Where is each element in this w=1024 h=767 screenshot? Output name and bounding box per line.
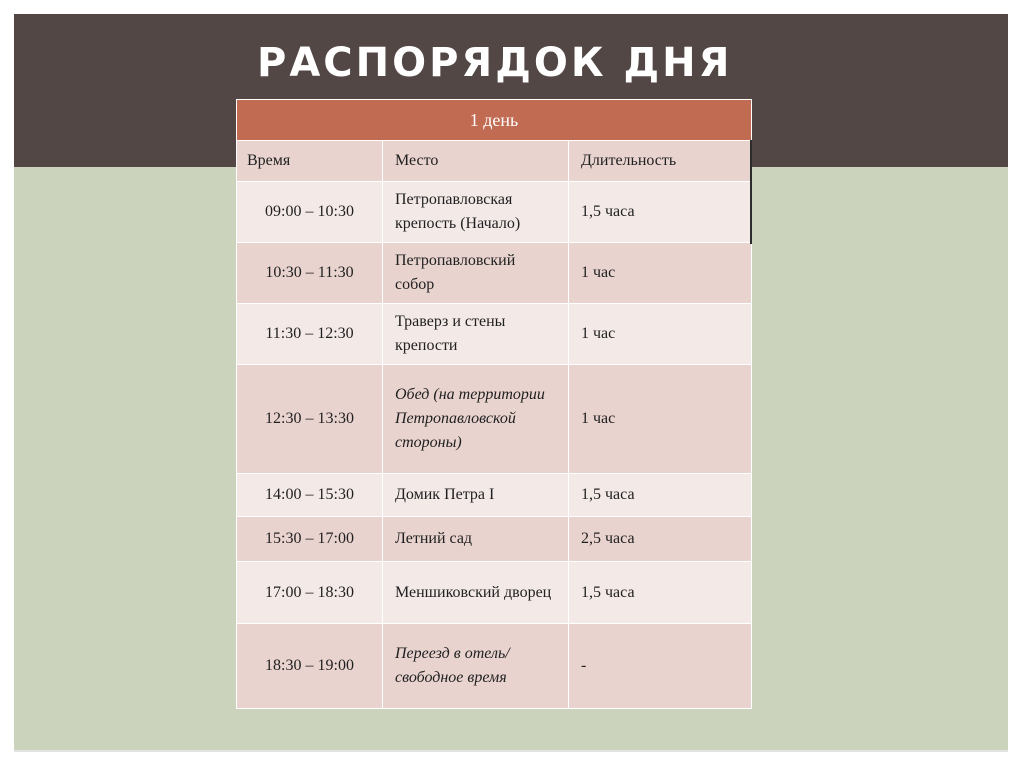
time-cell: 15:30 – 17:00: [237, 517, 383, 562]
duration-cell: 1 час: [569, 304, 752, 365]
duration-cell: 1,5 часа: [569, 182, 752, 243]
table-row: [237, 365, 752, 474]
bottom-divider: [14, 750, 1008, 752]
place-cell: Переезд в отель/свободное время: [383, 624, 569, 709]
place-cell: Обед (на территории Петропавловской стороны): [383, 365, 569, 474]
time-cell: 12:30 – 13:30: [237, 365, 383, 474]
table-row: [237, 624, 752, 709]
time-cell: 09:00 – 10:30: [237, 182, 383, 243]
place-cell: Домик Петра I: [383, 474, 569, 517]
place-cell: Летний сад: [383, 517, 569, 562]
time-cell: 10:30 – 11:30: [237, 243, 383, 304]
place-cell: Меншиковский дворец: [383, 562, 569, 624]
duration-cell: 2,5 часа: [569, 517, 752, 562]
place-cell: Петропавловская крепость (Начало): [383, 182, 569, 243]
table-row: [237, 243, 752, 304]
time-cell: 18:30 – 19:00: [237, 624, 383, 709]
day-header: 1 день: [237, 100, 752, 141]
time-cell: 14:00 – 15:30: [237, 474, 383, 517]
duration-cell: -: [569, 624, 752, 709]
time-cell: 11:30 – 12:30: [237, 304, 383, 365]
table-row: [237, 562, 752, 624]
duration-cell: 1,5 часа: [569, 474, 752, 517]
place-cell: Петропавловский собор: [383, 243, 569, 304]
table-row: [237, 517, 752, 562]
schedule-table: [236, 99, 752, 709]
table-row: [237, 304, 752, 365]
column-header-duration: Длительность: [569, 141, 752, 182]
duration-cell: 1 час: [569, 365, 752, 474]
table-edge-shadow: [750, 140, 752, 244]
duration-cell: 1,5 часа: [569, 562, 752, 624]
place-cell: Траверз и стены крепости: [383, 304, 569, 365]
column-header-row: [237, 141, 752, 182]
table-row: [237, 474, 752, 517]
slide-title: РАСПОРЯДОК ДНЯ: [257, 40, 733, 86]
day-header-row: [237, 100, 752, 141]
table-row: [237, 182, 752, 243]
column-header-place: Место: [383, 141, 569, 182]
time-cell: 17:00 – 18:30: [237, 562, 383, 624]
column-header-time: Время: [237, 141, 383, 182]
duration-cell: 1 час: [569, 243, 752, 304]
